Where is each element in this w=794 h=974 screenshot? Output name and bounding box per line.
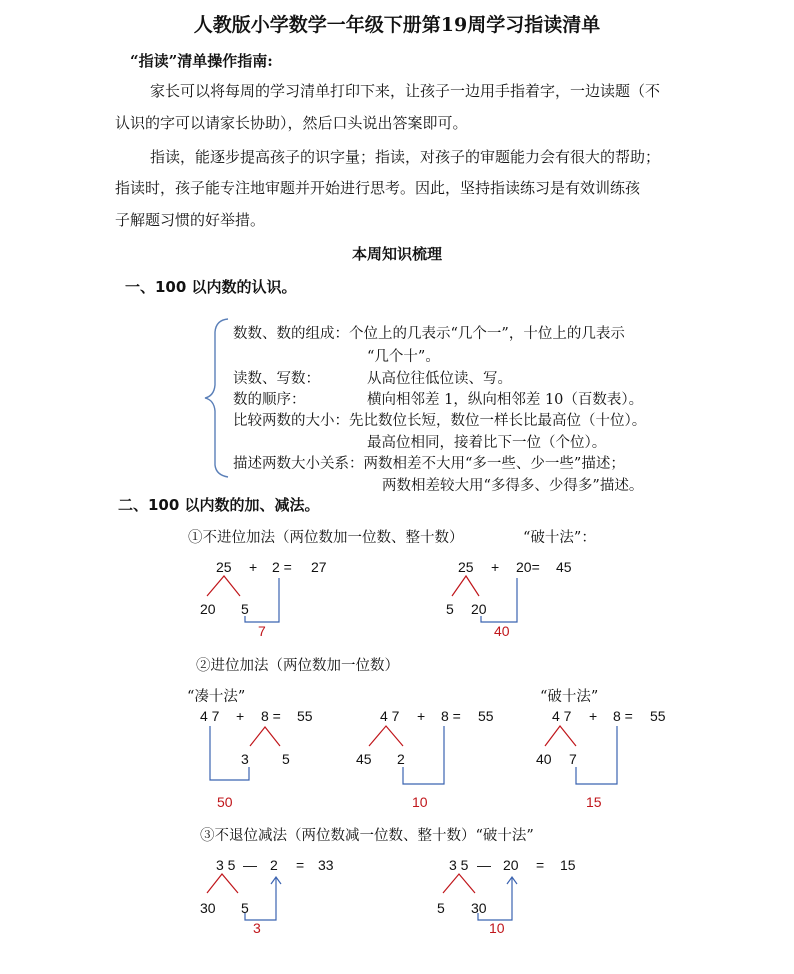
ex1-op: +	[249, 559, 258, 575]
ex3-op: +	[236, 708, 245, 724]
s1-line8: 两数相差较大用“多得多、少得多”描述。	[382, 478, 644, 494]
guide-p1-line1: 家长可以将每周的学习清单打印下来，让孩子一边用手指着字，一边读题（不	[150, 82, 661, 100]
ex4-b: 8 =	[441, 708, 461, 724]
ex6-op: —	[243, 857, 257, 873]
section2-heading: 二、100 以内数的加、减法。	[118, 496, 320, 514]
ex5-bracket	[576, 726, 617, 784]
ex4-split-lines	[369, 726, 403, 746]
ex7-split2: 30	[471, 900, 487, 916]
ex7-split-lines	[443, 874, 475, 893]
ex3-answer: 50	[217, 794, 233, 810]
ex1-a: 25	[216, 559, 232, 575]
ex7-op: —	[477, 857, 491, 873]
ex5-op: +	[589, 708, 598, 724]
summary-title: 本周知识梳理	[351, 245, 442, 263]
ex1-split1: 20	[200, 601, 216, 617]
s1-line4-text: 横向相邻差 1，纵向相邻差 10（百数表）。	[367, 392, 644, 408]
ex4-split1: 45	[356, 751, 372, 767]
guide-heading: “指读”清单操作指南:	[130, 52, 273, 70]
ex1-bracket	[245, 578, 279, 622]
s1-line1: 数数、数的组成：个位上的几表示“几个一”，十位上的几表示	[233, 326, 625, 342]
tag-poshi: “破十法”	[540, 689, 599, 705]
ex3-split1: 3	[241, 751, 249, 767]
ex4-bracket	[403, 726, 444, 784]
tag-couten: “凑十法”	[187, 689, 246, 705]
ex3-bracket	[210, 726, 249, 780]
ex3-a: 4 7	[200, 708, 220, 724]
ex4-answer: 10	[412, 794, 428, 810]
ex7-result: 15	[560, 857, 576, 873]
ex2-op: +	[491, 559, 500, 575]
ex6-a: 3 5	[216, 857, 236, 873]
ex5-a: 4 7	[552, 708, 572, 724]
ex6-split1: 30	[200, 900, 216, 916]
ex7-a: 3 5	[449, 857, 469, 873]
ex2-split1: 5	[446, 601, 454, 617]
ex6-answer: 3	[253, 920, 261, 936]
s1-line7: 描述两数大小关系：两数相差不大用“多一些、少一些”描述；	[233, 456, 625, 472]
ex2-split-lines	[452, 576, 479, 596]
ex2-answer: 40	[494, 623, 510, 639]
ex5-answer: 15	[586, 794, 602, 810]
sub1-tag: “破十法”：	[523, 530, 596, 546]
ex2-a: 25	[458, 559, 474, 575]
s1-line2: “几个十”。	[367, 349, 440, 365]
ex6-result: 33	[318, 857, 334, 873]
ex1-split-lines	[207, 576, 240, 596]
guide-p2-line1: 指读，能逐步提高孩子的识字量；指读，对孩子的审题能力会有很大的帮助；	[150, 148, 661, 166]
ex3-split2: 5	[282, 751, 290, 767]
document-title: 人教版小学数学一年级下册第19周学习指读清单	[193, 14, 601, 36]
sub2-heading: ②进位加法（两位数加一位数）	[196, 658, 399, 674]
ex4-op: +	[417, 708, 426, 724]
ex2-split2: 20	[471, 601, 487, 617]
ex6-eq: =	[296, 857, 305, 873]
s1-line4-label: 数的顺序：	[233, 392, 306, 408]
curly-brace	[205, 319, 228, 477]
ex1-result: 27	[311, 559, 327, 575]
ex2-b: 20=	[516, 559, 540, 575]
ex7-bracket-arrow	[478, 877, 517, 920]
ex5-split2: 7	[569, 751, 577, 767]
ex7-answer: 10	[489, 920, 505, 936]
sub1-heading: ①不进位加法（两位数加一位数、整十数）	[188, 530, 464, 546]
ex4-a: 4 7	[380, 708, 400, 724]
ex5-split-lines	[545, 726, 576, 746]
s1-line3-text: 从高位往低位读、写。	[367, 371, 512, 387]
ex7-b: 20	[503, 857, 519, 873]
s1-line3-label: 读数、写数：	[233, 371, 320, 387]
ex6-bracket-arrow	[245, 877, 281, 920]
sub3-heading: ③不退位减法（两位数减一位数、整十数）“破十法”	[200, 828, 534, 844]
ex6-split2: 5	[241, 900, 249, 916]
guide-p2-line3: 子解题习惯的好举措。	[115, 211, 266, 229]
ex7-eq: =	[536, 857, 545, 873]
guide-p2-line2: 指读时，孩子能专注地审题并开始进行思考。因此，坚持指读练习是有效训练孩	[115, 179, 641, 197]
ex6-split-lines	[207, 874, 238, 893]
ex1-split2: 5	[241, 601, 249, 617]
ex2-bracket	[481, 578, 517, 622]
ex4-result: 55	[478, 708, 494, 724]
section1-heading: 一、100 以内数的认识。	[125, 278, 297, 296]
ex7-split1: 5	[437, 900, 445, 916]
ex1-answer: 7	[258, 623, 266, 639]
ex3-b: 8 =	[261, 708, 281, 724]
ex2-result: 45	[556, 559, 572, 575]
ex1-b: 2 =	[272, 559, 292, 575]
ex3-split-lines	[250, 727, 280, 746]
ex5-split1: 40	[536, 751, 552, 767]
ex6-b: 2	[270, 857, 278, 873]
ex4-split2: 2	[397, 751, 405, 767]
guide-p1-line2: 认识的字可以请家长协助），然后口头说出答案即可。	[115, 114, 468, 132]
ex5-b: 8 =	[613, 708, 633, 724]
s1-line5: 比较两数的大小：先比数位长短，数位一样长比最高位（十位）。	[233, 413, 647, 429]
s1-line6: 最高位相同，接着比下一位（个位）。	[367, 435, 607, 451]
ex3-result: 55	[297, 708, 313, 724]
ex5-result: 55	[650, 708, 666, 724]
